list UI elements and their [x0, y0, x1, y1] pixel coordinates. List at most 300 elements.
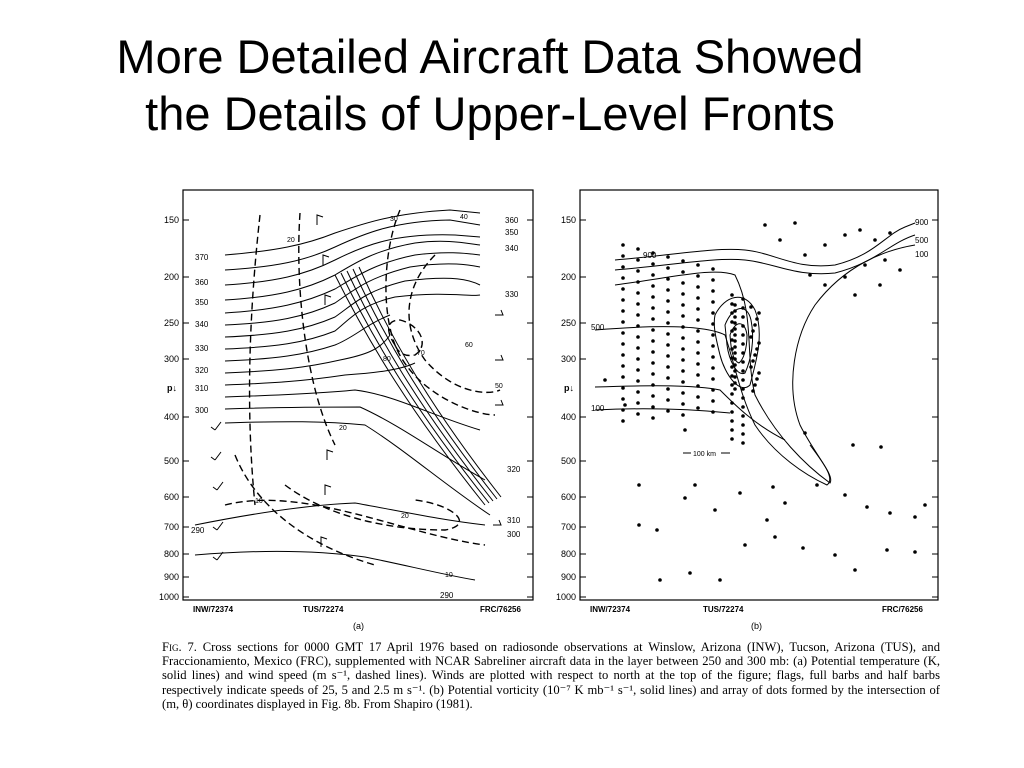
pv-dot	[651, 383, 655, 387]
pv-dot	[681, 380, 685, 384]
pressure-tick-label: 300	[560, 354, 576, 364]
pv-dot	[623, 403, 627, 407]
pv-dot	[808, 273, 812, 277]
pv-dot	[749, 365, 753, 369]
pv-dot	[898, 268, 902, 272]
pv-dot	[681, 270, 685, 274]
pv-dot	[755, 377, 759, 381]
pv-dot	[913, 550, 917, 554]
pv-dot	[681, 413, 685, 417]
pv-dot	[636, 390, 640, 394]
pv-dot	[651, 361, 655, 365]
pressure-tick-label: 400	[560, 412, 576, 422]
svg-text:100: 100	[591, 404, 605, 413]
pv-dot	[888, 231, 892, 235]
panel-a-label: (a)	[353, 621, 364, 631]
pv-dot	[636, 247, 640, 251]
pv-dot	[651, 306, 655, 310]
pv-dot	[637, 523, 641, 527]
pressure-tick-label: 900	[560, 572, 576, 582]
svg-text:70: 70	[417, 350, 425, 357]
pv-dot	[878, 283, 882, 287]
pv-dot	[711, 267, 715, 271]
pv-dot	[637, 483, 641, 487]
panel-a-isotachs	[225, 210, 500, 565]
pv-dot	[666, 321, 670, 325]
pv-dot	[666, 376, 670, 380]
pv-dot	[713, 508, 717, 512]
pv-dot	[879, 445, 883, 449]
pv-dot	[923, 503, 927, 507]
pv-dot	[683, 496, 687, 500]
pv-dot	[873, 238, 877, 242]
pv-dot	[666, 387, 670, 391]
pv-dot	[741, 441, 745, 445]
pv-dot	[733, 369, 737, 373]
pv-dot	[741, 297, 745, 301]
pv-dot	[651, 416, 655, 420]
svg-text:350: 350	[195, 298, 209, 307]
pv-dot	[711, 333, 715, 337]
pv-dot	[733, 345, 737, 349]
pv-dot	[738, 491, 742, 495]
pressure-tick-label: 800	[560, 549, 576, 559]
svg-text:TUS/72274: TUS/72274	[303, 605, 344, 614]
pressure-tick-label: 700	[163, 522, 179, 532]
pv-dot	[681, 358, 685, 362]
pressure-tick-label: 200	[163, 272, 179, 282]
pressure-tick-label: 200	[560, 272, 576, 282]
pv-dot	[711, 366, 715, 370]
pv-dot	[733, 303, 737, 307]
pv-dot	[666, 310, 670, 314]
pv-dot	[658, 578, 662, 582]
svg-text:FRC/76256: FRC/76256	[480, 605, 521, 614]
pv-dot	[636, 258, 640, 262]
pv-dot	[666, 365, 670, 369]
pv-dot	[741, 333, 745, 337]
pv-dot	[730, 293, 734, 297]
svg-text:900: 900	[915, 218, 929, 227]
y-axis-label: p↓	[564, 383, 574, 393]
svg-text:300: 300	[507, 530, 521, 539]
pressure-tick-label: 250	[163, 318, 179, 328]
pressure-tick-label: 150	[163, 215, 179, 225]
pv-dot	[730, 347, 734, 351]
pv-dot	[696, 340, 700, 344]
pv-dot	[851, 443, 855, 447]
pv-dot	[621, 364, 625, 368]
pressure-tick-label: 300	[163, 354, 179, 364]
pv-dot	[636, 401, 640, 405]
pv-dot	[733, 321, 737, 325]
pv-dot	[681, 336, 685, 340]
pv-dot	[803, 431, 807, 435]
panel-a-theta-lines	[195, 210, 501, 580]
svg-text:320: 320	[507, 465, 521, 474]
pv-dot	[711, 399, 715, 403]
svg-text:360: 360	[195, 278, 209, 287]
pv-dot	[636, 335, 640, 339]
pv-dot	[778, 238, 782, 242]
pressure-tick-label: 1000	[158, 592, 179, 602]
pv-dot	[823, 283, 827, 287]
pv-dot	[681, 303, 685, 307]
pv-dot	[823, 243, 827, 247]
pv-dot	[651, 284, 655, 288]
pv-dot	[751, 329, 755, 333]
pv-dot	[913, 515, 917, 519]
pv-dot	[741, 432, 745, 436]
pressure-tick-label: 150	[560, 215, 576, 225]
pv-dot	[696, 274, 700, 278]
svg-text:370: 370	[195, 253, 209, 262]
panel-b	[556, 190, 938, 631]
pv-dot	[843, 233, 847, 237]
pv-dot	[843, 493, 847, 497]
pressure-tick-label: 800	[163, 549, 179, 559]
pv-dot	[693, 483, 697, 487]
pv-dot	[733, 375, 737, 379]
pv-dot	[711, 377, 715, 381]
pv-dot	[741, 324, 745, 328]
pv-dot	[696, 318, 700, 322]
pv-dot	[666, 398, 670, 402]
pv-dot	[696, 263, 700, 267]
pv-dot	[733, 363, 737, 367]
svg-text:FRC/76256: FRC/76256	[882, 605, 923, 614]
svg-text:20: 20	[287, 237, 295, 244]
panel-a	[159, 190, 533, 631]
pv-dot	[749, 335, 753, 339]
pv-dot	[636, 412, 640, 416]
pressure-tick-label: 250	[560, 318, 576, 328]
pv-dot	[741, 405, 745, 409]
svg-text:340: 340	[505, 244, 519, 253]
pressure-tick-label: 500	[163, 456, 179, 466]
svg-text:500: 500	[915, 236, 929, 245]
svg-text:900: 900	[643, 251, 657, 260]
svg-text:10: 10	[255, 498, 263, 505]
pv-dot	[733, 327, 737, 331]
pressure-tick-label: 500	[560, 456, 576, 466]
pv-dot	[730, 401, 734, 405]
svg-text:290: 290	[440, 591, 454, 600]
svg-text:310: 310	[195, 384, 209, 393]
pv-dot	[603, 378, 607, 382]
pv-dot	[681, 402, 685, 406]
pv-dot	[733, 315, 737, 319]
pv-dot	[741, 378, 745, 382]
panel-b-dot-array	[603, 221, 927, 582]
pv-dot	[651, 273, 655, 277]
pv-dot	[730, 410, 734, 414]
pv-dot	[651, 339, 655, 343]
caption-text: Cross sections for 0000 GMT 17 April 1976 based on radiosonde observations at Winslow, Arizona (INW), Tucson, Arizona (TUS), and Fraccionamiento, Mexico (FRC), supplemented with NCAR Sabreliner aircraft data in the layer between 250 and 300 mb: (a) Potential temperature (K, solid lines) and wind speed (m s⁻¹, dashed lines). Winds are plotted with respect to north at the top of the figure; flags, full barbs and half barbs respectively indicate speeds of 25, 5 and 2.5 m s⁻¹. (b) Potential vorticity (10⁻⁷ K mb⁻¹ s⁻¹, solid lines) and array of dots formed by the intersection of (m, θ) coordinates displayed in Fig. 8b. From Shapiro (1981).	[162, 640, 940, 711]
pv-dot	[681, 292, 685, 296]
pv-dot	[621, 265, 625, 269]
pv-dot	[853, 568, 857, 572]
pv-dot	[865, 505, 869, 509]
pv-dot	[888, 511, 892, 515]
pv-dot	[696, 307, 700, 311]
pv-dot	[843, 275, 847, 279]
pv-dot	[681, 369, 685, 373]
panel-b-scale-bar	[683, 447, 730, 458]
pv-dot	[621, 243, 625, 247]
pv-dot	[621, 287, 625, 291]
panel-a-wind-barbs	[211, 215, 503, 560]
svg-text:360: 360	[505, 216, 519, 225]
title-line-1: More Detailed Aircraft Data Showed	[116, 30, 864, 83]
panel-b-y-axis	[556, 215, 938, 602]
pv-dot	[636, 302, 640, 306]
pv-dot	[655, 528, 659, 532]
pv-dot	[651, 262, 655, 266]
pv-dot	[651, 394, 655, 398]
svg-text:40: 40	[460, 214, 468, 221]
pv-dot	[636, 313, 640, 317]
pv-dot	[757, 311, 761, 315]
pv-dot	[730, 329, 734, 333]
pv-dot	[733, 381, 737, 385]
pv-dot	[636, 269, 640, 273]
pv-dot	[696, 362, 700, 366]
panel-b-label: (b)	[751, 621, 762, 631]
panel-a-theta-labels-left	[191, 253, 454, 600]
pv-dot	[883, 258, 887, 262]
pv-dot	[730, 311, 734, 315]
svg-text:310: 310	[507, 516, 521, 525]
pv-dot	[858, 228, 862, 232]
pv-dot	[666, 277, 670, 281]
pv-dot	[681, 314, 685, 318]
pv-dot	[681, 281, 685, 285]
pv-dot	[711, 311, 715, 315]
pv-dot	[696, 406, 700, 410]
pv-dot	[696, 384, 700, 388]
pressure-tick-label: 700	[560, 522, 576, 532]
pv-dot	[711, 289, 715, 293]
pv-dot	[621, 298, 625, 302]
svg-text:290: 290	[191, 526, 205, 535]
pv-dot	[636, 280, 640, 284]
pv-dot	[733, 357, 737, 361]
pv-dot	[621, 397, 625, 401]
pv-dot	[783, 501, 787, 505]
pv-dot	[730, 419, 734, 423]
cross-section-figure	[155, 185, 945, 635]
panel-a-theta-labels-right	[505, 216, 521, 539]
pv-dot	[681, 325, 685, 329]
pv-dot	[621, 386, 625, 390]
pv-dot	[753, 323, 757, 327]
pv-dot	[651, 295, 655, 299]
pv-dot	[793, 221, 797, 225]
pv-dot	[711, 278, 715, 282]
pv-dot	[741, 387, 745, 391]
pv-dot	[651, 372, 655, 376]
pv-dot	[621, 331, 625, 335]
pv-dot	[771, 485, 775, 489]
pv-dot	[651, 328, 655, 332]
pv-dot	[696, 395, 700, 399]
panel-a-station-labels	[193, 605, 521, 614]
svg-text:330: 330	[505, 290, 519, 299]
pv-dot	[743, 543, 747, 547]
pv-dot	[696, 373, 700, 377]
panel-b-pv-labels-right	[915, 218, 929, 259]
pv-dot	[741, 315, 745, 319]
pv-dot	[636, 324, 640, 328]
pv-dot	[753, 353, 757, 357]
pv-dot	[755, 317, 759, 321]
pv-dot	[741, 351, 745, 355]
pv-dot	[621, 254, 625, 258]
pv-dot	[741, 423, 745, 427]
pv-dot	[733, 351, 737, 355]
pv-dot	[666, 343, 670, 347]
pv-dot	[666, 354, 670, 358]
pv-dot	[718, 578, 722, 582]
pv-dot	[621, 408, 625, 412]
caption-figure-label: Fig. 7.	[162, 640, 197, 654]
svg-text:10: 10	[445, 572, 453, 579]
pv-dot	[681, 259, 685, 263]
pv-dot	[651, 317, 655, 321]
pressure-tick-label: 900	[163, 572, 179, 582]
pv-dot	[763, 223, 767, 227]
pv-dot	[636, 346, 640, 350]
pv-dot	[681, 391, 685, 395]
pv-dot	[885, 548, 889, 552]
pv-dot	[666, 255, 670, 259]
svg-text:INW/72374: INW/72374	[193, 605, 234, 614]
pv-dot	[741, 396, 745, 400]
pv-dot	[681, 347, 685, 351]
pv-dot	[621, 276, 625, 280]
pv-dot	[621, 309, 625, 313]
pv-dot	[733, 339, 737, 343]
pressure-tick-label: 400	[163, 412, 179, 422]
pv-dot	[666, 288, 670, 292]
pv-dot	[621, 320, 625, 324]
pv-dot	[741, 414, 745, 418]
pv-dot	[730, 392, 734, 396]
pressure-tick-label: 600	[560, 492, 576, 502]
pv-dot	[711, 388, 715, 392]
svg-text:100 km: 100 km	[693, 451, 716, 458]
y-axis-label: p↓	[167, 383, 177, 393]
svg-text:INW/72374: INW/72374	[590, 605, 631, 614]
pv-dot	[636, 368, 640, 372]
figure	[155, 185, 945, 635]
pv-dot	[757, 371, 761, 375]
pv-dot	[696, 329, 700, 333]
pv-dot	[711, 322, 715, 326]
pv-dot	[833, 553, 837, 557]
pv-dot	[636, 291, 640, 295]
pv-dot	[621, 342, 625, 346]
pressure-tick-label: 1000	[555, 592, 576, 602]
pv-dot	[683, 428, 687, 432]
svg-text:300: 300	[195, 406, 209, 415]
pv-dot	[733, 309, 737, 313]
pv-dot	[666, 266, 670, 270]
pv-dot	[751, 359, 755, 363]
pv-dot	[666, 409, 670, 413]
pv-dot	[666, 299, 670, 303]
svg-text:100: 100	[915, 250, 929, 259]
pv-dot	[815, 483, 819, 487]
panel-b-station-labels	[590, 605, 923, 614]
pressure-tick-label: 600	[163, 492, 179, 502]
pv-dot	[696, 296, 700, 300]
pv-dot	[711, 410, 715, 414]
pv-dot	[741, 360, 745, 364]
pv-dot	[636, 379, 640, 383]
pv-dot	[803, 253, 807, 257]
pv-dot	[773, 535, 777, 539]
pv-dot	[765, 518, 769, 522]
panel-a-frame	[183, 190, 533, 600]
svg-text:20: 20	[339, 425, 347, 432]
pv-dot	[757, 341, 761, 345]
pv-dot	[696, 351, 700, 355]
pv-dot	[651, 350, 655, 354]
svg-text:80: 80	[383, 356, 391, 363]
pv-dot	[636, 357, 640, 361]
pv-dot	[711, 300, 715, 304]
pv-dot	[741, 342, 745, 346]
pv-dot	[801, 546, 805, 550]
pv-dot	[730, 365, 734, 369]
pv-dot	[741, 369, 745, 373]
pv-dot	[688, 571, 692, 575]
svg-text:340: 340	[195, 320, 209, 329]
pv-dot	[651, 405, 655, 409]
pv-dot	[730, 428, 734, 432]
pv-dot	[741, 306, 745, 310]
pv-dot	[696, 285, 700, 289]
pv-dot	[733, 333, 737, 337]
pv-dot	[730, 437, 734, 441]
pv-dot	[749, 305, 753, 309]
svg-text:330: 330	[195, 344, 209, 353]
pv-dot	[711, 344, 715, 348]
title-line-2: the Details of Upper-Level Fronts	[145, 87, 835, 140]
svg-text:500: 500	[591, 323, 605, 332]
pv-dot	[753, 383, 757, 387]
svg-text:60: 60	[465, 342, 473, 349]
pv-dot	[755, 347, 759, 351]
svg-text:TUS/72274: TUS/72274	[703, 605, 744, 614]
svg-text:20: 20	[401, 513, 409, 520]
pv-dot	[730, 383, 734, 387]
svg-text:350: 350	[505, 228, 519, 237]
svg-text:320: 320	[195, 366, 209, 375]
figure-caption	[162, 640, 940, 711]
slide-title	[0, 28, 980, 142]
pv-dot	[666, 332, 670, 336]
pv-dot	[621, 353, 625, 357]
svg-text:30: 30	[390, 216, 398, 223]
pv-dot	[621, 419, 625, 423]
pv-dot	[621, 375, 625, 379]
pv-dot	[863, 263, 867, 267]
pv-dot	[853, 293, 857, 297]
svg-text:50: 50	[495, 383, 503, 390]
